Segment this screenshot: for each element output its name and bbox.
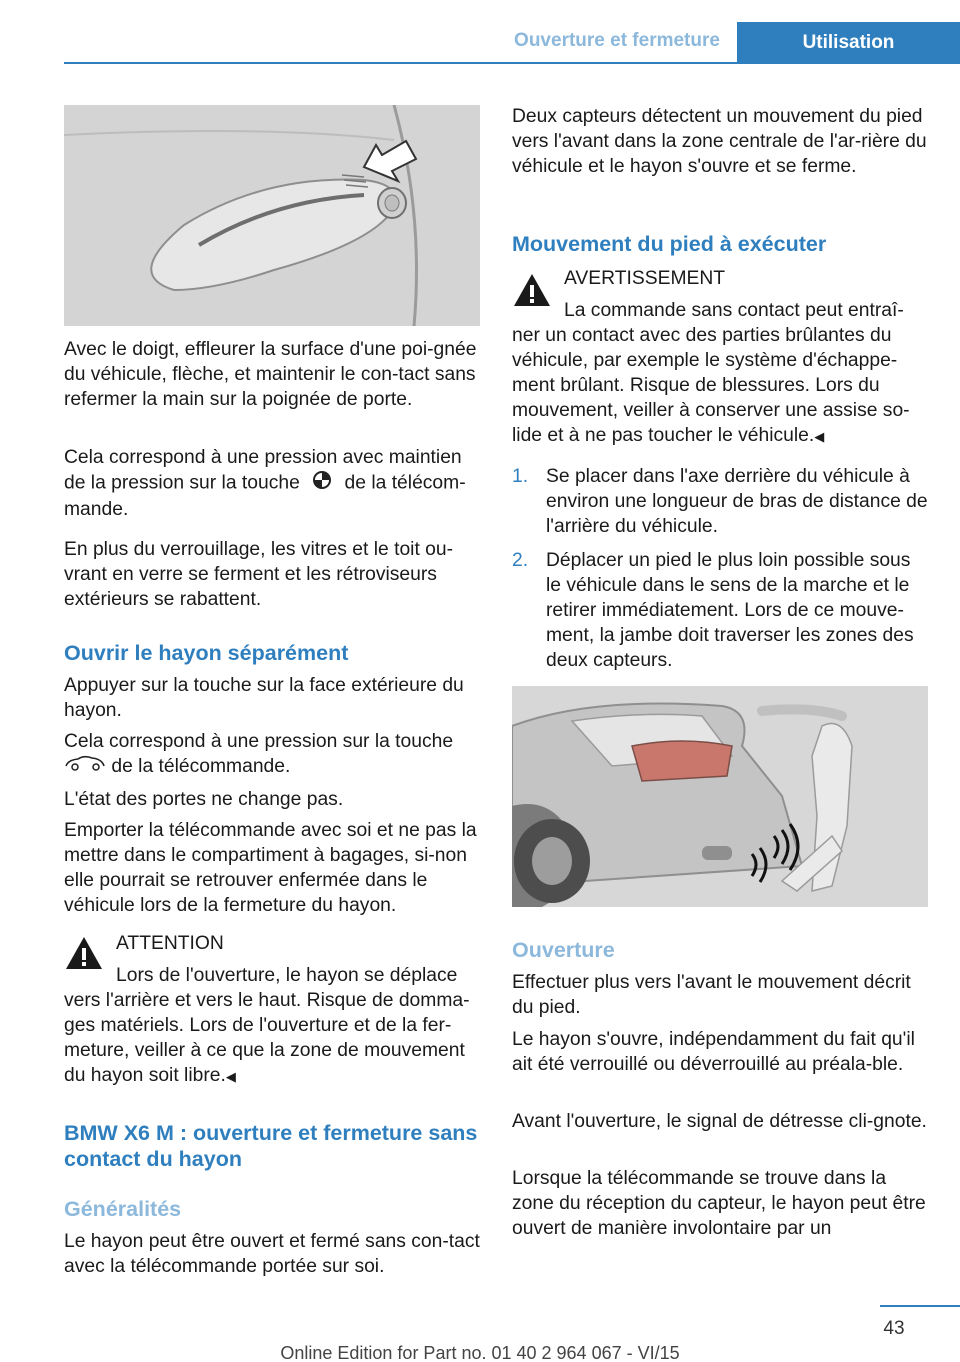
paragraph-tailgate-text-b: de la télécommande.	[111, 756, 291, 777]
page-number: 43	[883, 1318, 905, 1339]
foot-movement-steps	[512, 464, 928, 673]
footer-edition-text: Online Edition for Part no. 01 40 2 964 067 - VI/15	[280, 1343, 680, 1362]
warning-text-tailgate-movement	[64, 963, 480, 1089]
paragraph-tailgate-opens-regardless: Le hayon s'ouvre, indépendamment du fait qu'il ait été verrouillé ou déverrouillé au préala‐ble.	[512, 1029, 915, 1075]
step-number: 1.	[512, 466, 529, 487]
heading-bmw-x6m-contactless: BMW X6 M : ouverture et fermeture sans contact du hayon	[64, 1121, 478, 1171]
paragraph-hazard-flashes: Avant l'ouverture, le signal de détresse cli‐gnote.	[512, 1111, 927, 1132]
end-of-warning-mark: ◀	[225, 1069, 236, 1084]
heading-generalites: Généralités	[64, 1197, 182, 1221]
heading-ouverture: Ouverture	[512, 938, 615, 962]
paragraph-windows-close: En plus du verrouillage, les vitres et le toit ou‐vrant en verre se ferment et les rétroviseurs extérieurs se rabattent.	[64, 539, 454, 610]
end-of-warning-mark: ◀	[814, 429, 825, 444]
header-chapter-tab: Utilisation	[737, 22, 960, 64]
paragraph-press-button-exterior: Appuyer sur la touche sur la face extérieure du hayon.	[64, 675, 464, 721]
footer-rule	[880, 1305, 960, 1307]
rear-kick-sensor-illustration	[512, 686, 928, 907]
paragraph-perform-further-forward: Effectuer plus vers l'avant le mouvement décrit du pied.	[512, 972, 911, 1018]
paragraph-remote-in-zone: Lorsque la télécommande se trouve dans la zone du réception du capteur, le hayon peut être ouvert de manière involontaire par un	[512, 1168, 926, 1239]
warning-text-hot-parts	[512, 323, 928, 449]
paragraph-contactless-intro: Le hayon peut être ouvert et fermé sans con‐tact avec la télécommande portée sur soi.	[64, 1231, 480, 1277]
warning-triangle-icon	[512, 272, 552, 308]
paragraph-two-sensors: Deux capteurs détectent un mouvement du pied vers l'avant dans la zone centrale de l'ar‐rière du véhicule et le hayon s'ouvre et se ferme.	[512, 106, 927, 177]
list-item	[512, 464, 928, 539]
warning-text-line-1: La commande sans contact peut entraî‐	[564, 300, 904, 321]
heading-open-tailgate-separately: Ouvrir le hayon séparément	[64, 641, 349, 665]
paragraph-remote-equivalence	[64, 445, 480, 522]
heading-foot-movement: Mouvement du pied à exécuter	[512, 232, 827, 256]
paragraph-tailgate-text-a: Cela correspond à une pression sur la touche	[64, 731, 454, 752]
door-handle-illustration	[64, 105, 480, 326]
step-text: Se placer dans l'axe derrière du véhicule à environ une longueur de bras de distance de l'arrière du véhicule.	[546, 466, 928, 537]
warning-text-attention-body: Lors de l'ouverture, le hayon se déplace vers l'arrière et vers le haut. Risque de domma‐ges matériels. Lors de l'ouverture et de la fer‐meture, veiller à ce que la zone de mouvement du hayon soit libre.	[64, 965, 470, 1086]
step-text: Déplacer un pied le plus loin possible sous le véhicule dans le sens de la marche et le retirer immédiatement. Lors de ce mouve‐ment, la jambe doit traverser les zones des deux capteurs.	[546, 550, 914, 671]
paragraph-take-remote: Emporter la télécommande avec soi et ne pas la mettre dans le compartiment à bagages, si‐non elle pourrait se retrouver enfermée dans le véhicule lors de la fermeture du hayon.	[64, 820, 477, 916]
car-tailgate-icon	[64, 754, 106, 779]
rear-vehicle-drawing	[512, 686, 928, 907]
warning-text-avertissement-body: ner un contact avec des parties brûlantes du véhicule, par exemple le système d'échappe‐ment brûlant. Risque de blessures. Lors du mouvement, veiller à conserver une assise so‐lide et à ne pas toucher le véhicule.	[512, 325, 910, 446]
warning-title-avertissement: AVERTISSEMENT	[564, 268, 726, 289]
step-number: 2.	[512, 550, 529, 571]
paragraph-tailgate-remote-button	[64, 729, 480, 779]
door-handle-drawing	[64, 105, 480, 326]
paragraph-remote-text-a: Cela correspond à une pression avec maintien de la pression sur la touche	[64, 447, 462, 494]
paragraph-doors-unchanged: L'état des portes ne change pas.	[64, 789, 344, 810]
list-item	[512, 548, 928, 673]
paragraph-remote-text-b: de la télécom‐mande.	[64, 472, 466, 520]
warning-title-attention: ATTENTION	[116, 933, 224, 954]
paragraph-touch-handle: Avec le doigt, effleurer la surface d'une poi‐gnée du véhicule, flèche, et maintenir le con‐tact sans refermer la main sur la poignée de porte.	[64, 339, 477, 410]
header-rule	[64, 62, 960, 64]
bmw-lock-button-icon	[305, 470, 339, 497]
header-section-title: Ouverture et fermeture	[514, 30, 720, 51]
